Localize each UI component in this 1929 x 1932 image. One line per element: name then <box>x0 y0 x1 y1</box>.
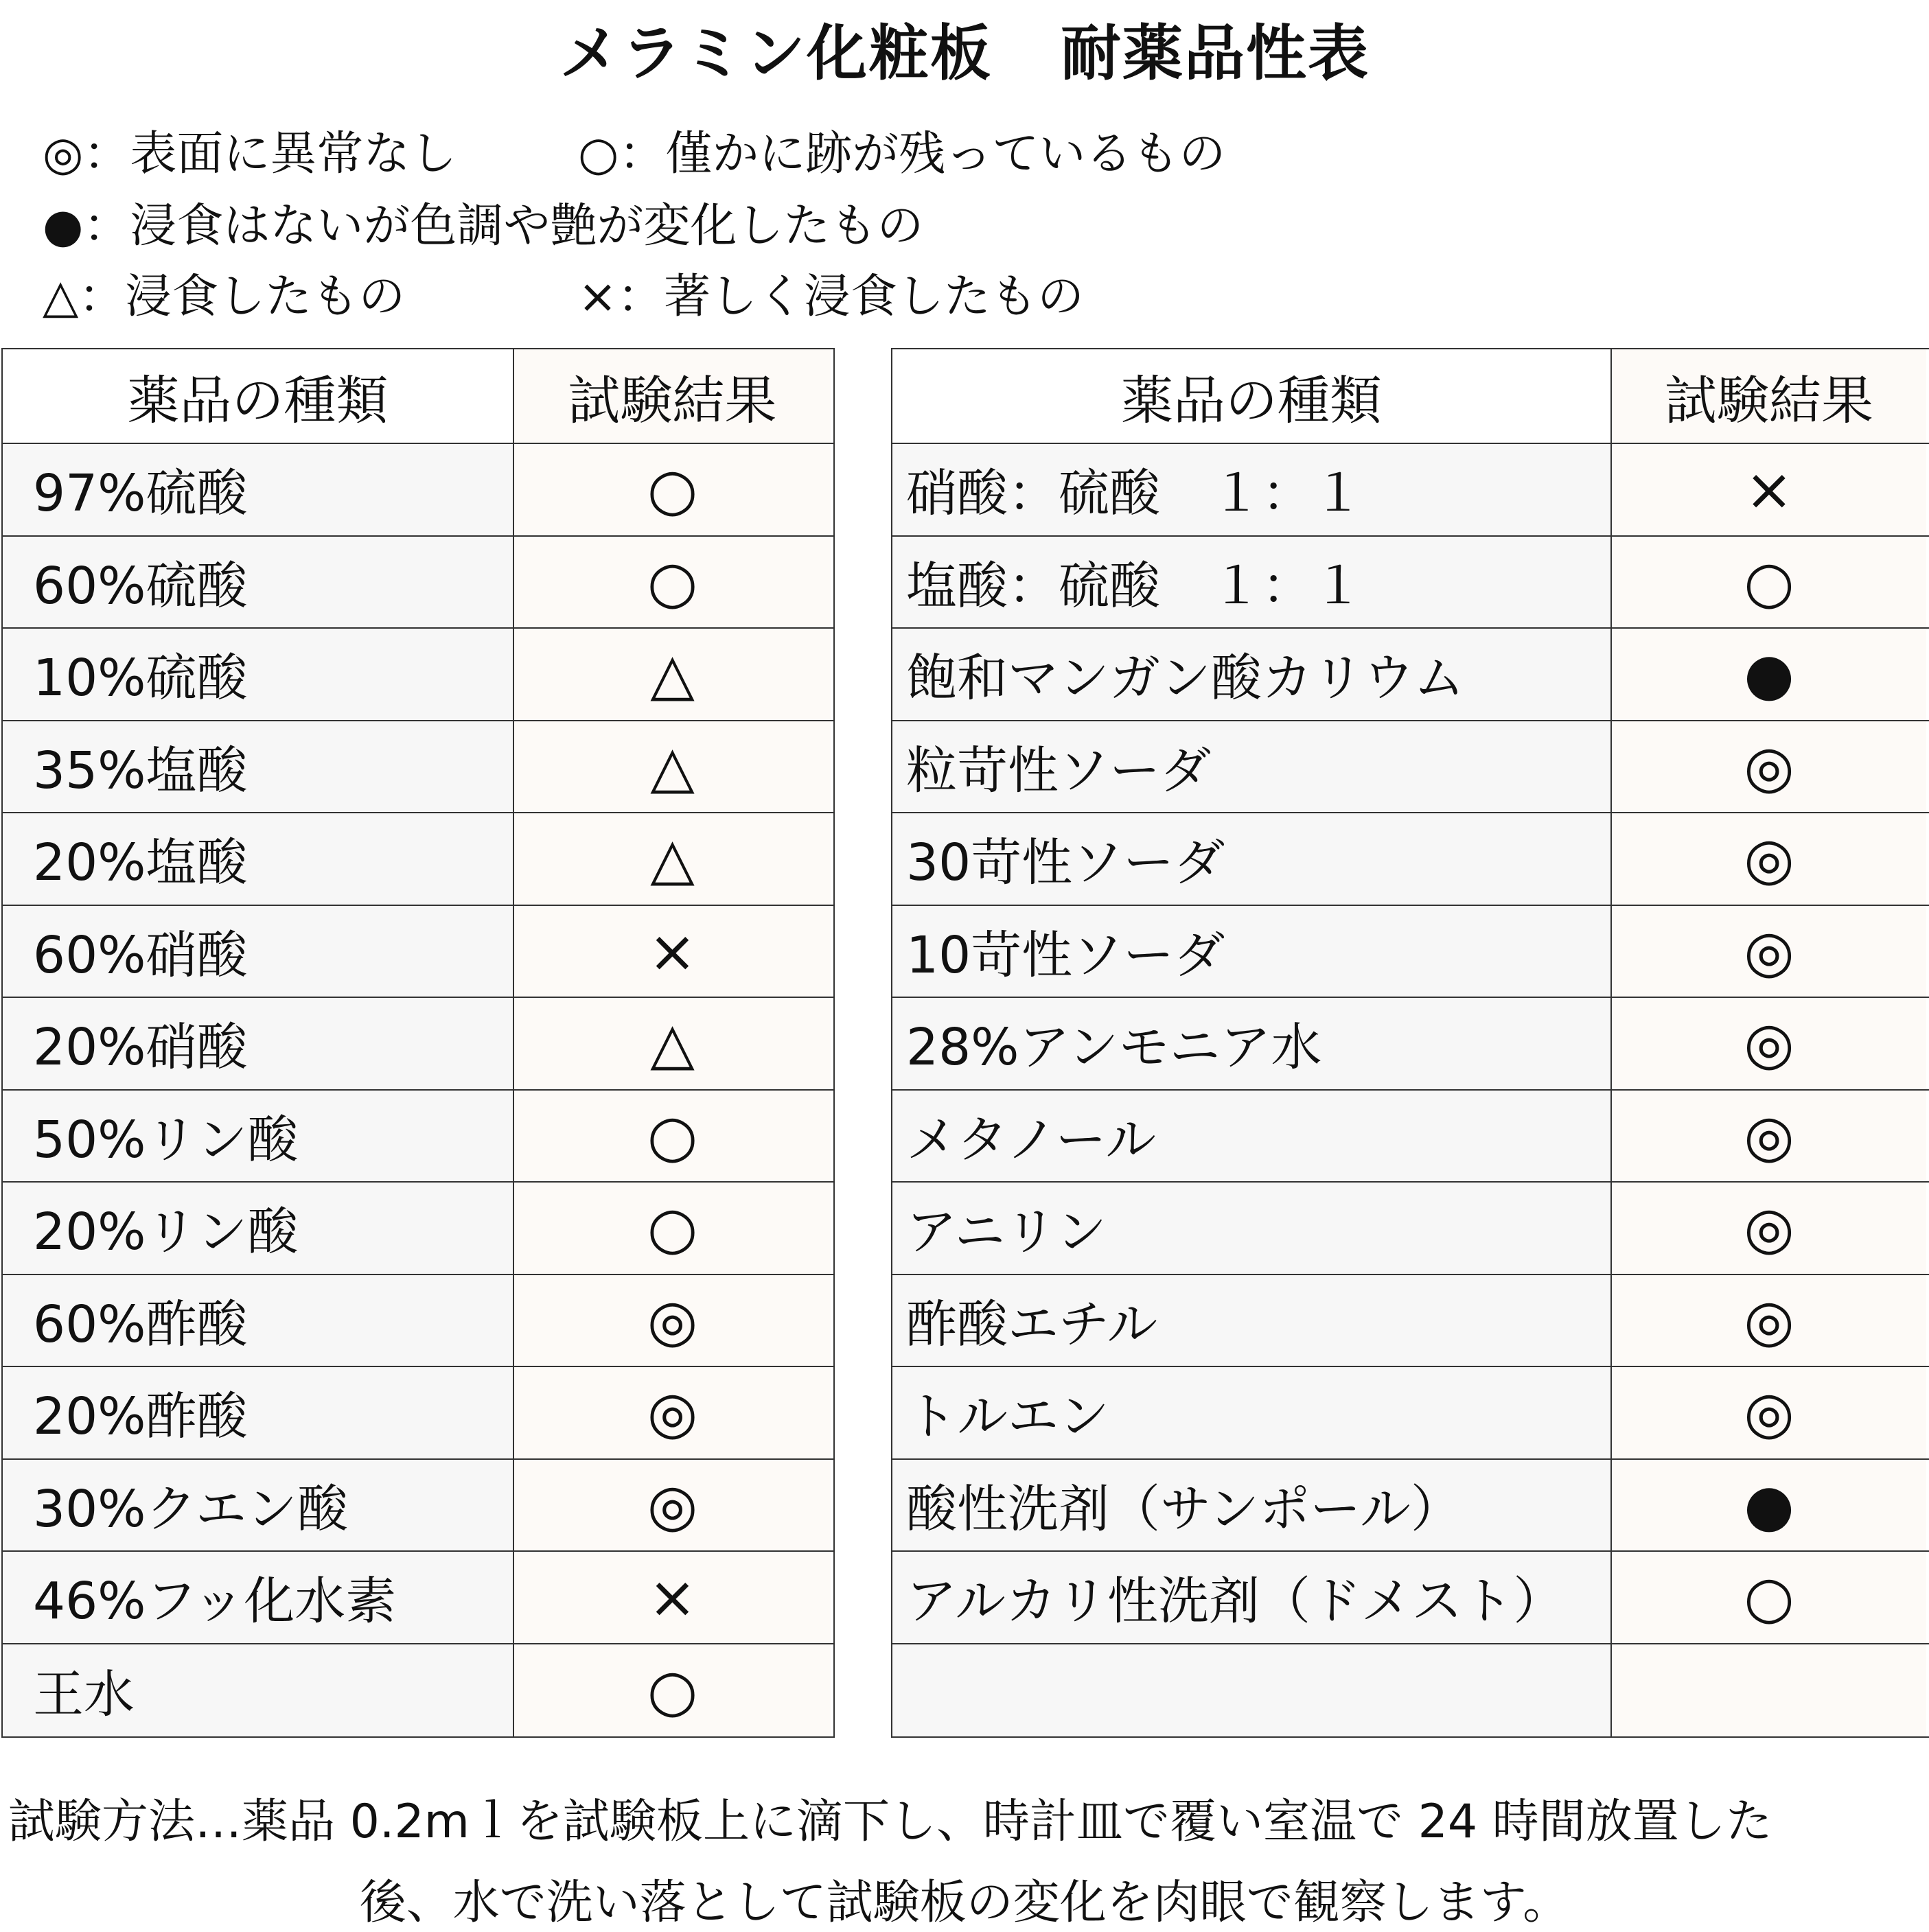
chemical-name: 塩酸：硫酸 １：１ <box>892 537 1612 628</box>
table-row <box>3 1275 833 1368</box>
chemical-name: 10%硫酸 <box>3 629 514 720</box>
chemical-name: 20%硝酸 <box>3 998 514 1089</box>
table-row <box>3 906 833 999</box>
table-row <box>892 1183 1929 1275</box>
table-row <box>3 1367 833 1460</box>
chemical-name: 10苛性ソーダ <box>892 906 1612 997</box>
test-result-symbol: × <box>514 906 831 997</box>
page-title <box>0 5 1929 92</box>
table-row <box>892 1367 1929 1460</box>
chemical-name: 50%リン酸 <box>3 1091 514 1182</box>
table-row <box>3 537 833 629</box>
legend-color-change: ●：浸食はないが色調や艶が変化したもの <box>43 199 924 253</box>
legend-slight-mark: ○：僅かに跡が残っているもの <box>578 127 1226 181</box>
test-result-symbol: ◎ <box>1612 721 1926 813</box>
test-result-symbol: ○ <box>514 1183 831 1274</box>
chemical-name: アニリン <box>892 1183 1612 1274</box>
test-result-symbol: ● <box>1612 1460 1926 1551</box>
table-header <box>892 349 1929 444</box>
chemical-name: 王水 <box>3 1644 514 1737</box>
table-row <box>892 906 1929 999</box>
table-row <box>892 629 1929 721</box>
chemical-name: 粒苛性ソーダ <box>892 721 1612 813</box>
table-row <box>3 813 833 906</box>
chemical-name: 硝酸：硫酸 １：１ <box>892 444 1612 535</box>
chemical-name: 20%塩酸 <box>3 813 514 905</box>
table-header <box>3 349 833 444</box>
test-result-symbol: △ <box>514 629 831 720</box>
title-product: メラミン化粧板 <box>559 18 992 89</box>
table-row <box>892 1091 1929 1183</box>
chemical-name: 46%フッ化水素 <box>3 1552 514 1643</box>
chemical-name: 30苛性ソーダ <box>892 813 1612 905</box>
table-row <box>892 721 1929 814</box>
test-result-symbol: ○ <box>514 1091 831 1182</box>
table-row <box>3 1552 833 1644</box>
header-result: 試験結果 <box>1612 349 1926 443</box>
table-row <box>892 1275 1929 1368</box>
table-row <box>892 1644 1929 1737</box>
table-row <box>3 1460 833 1552</box>
table-row <box>3 629 833 721</box>
table-row <box>892 998 1929 1091</box>
test-result-symbol: ◎ <box>1612 906 1926 997</box>
test-result-symbol: △ <box>514 813 831 905</box>
test-result-symbol: ◎ <box>1612 813 1926 905</box>
title-subject: 耐薬品性表 <box>1061 18 1370 89</box>
chemical-name: 60%硫酸 <box>3 537 514 628</box>
chemical-name: 酸性洗剤（サンポール） <box>892 1460 1612 1551</box>
chemical-name: 28%アンモニア水 <box>892 998 1612 1089</box>
test-result-symbol: ◎ <box>1612 1367 1926 1458</box>
test-result-symbol: ◎ <box>1612 1183 1926 1274</box>
table-row <box>3 721 833 814</box>
test-result-symbol: ○ <box>1612 537 1926 628</box>
table-row <box>892 813 1929 906</box>
header-result: 試験結果 <box>514 349 831 443</box>
test-method-note: 試験方法…薬品 0.2mｌを試験板上に滴下し、時計皿で覆い室温で 24 時間放置した <box>8 1795 1772 1849</box>
table-row <box>892 1552 1929 1644</box>
test-result-symbol: ○ <box>514 444 831 535</box>
test-result-symbol: ○ <box>514 537 831 628</box>
test-result-symbol <box>1612 1644 1926 1737</box>
test-result-symbol: ◎ <box>1612 998 1926 1089</box>
chemical-name: 20%酢酸 <box>3 1367 514 1458</box>
test-result-symbol: ◎ <box>514 1460 831 1551</box>
chemical-name: 30%クエン酸 <box>3 1460 514 1551</box>
legend-severely-eroded: ×：著しく浸食したもの <box>578 270 1084 324</box>
test-result-symbol: △ <box>514 998 831 1089</box>
chemical-name: 35%塩酸 <box>3 721 514 813</box>
resistance-table-left <box>1 348 835 1738</box>
chemical-name: 60%硝酸 <box>3 906 514 997</box>
table-row <box>3 998 833 1091</box>
chemical-name: トルエン <box>892 1367 1612 1458</box>
header-chemical: 薬品の種類 <box>892 349 1612 443</box>
chemical-name: 飽和マンガン酸カリウム <box>892 629 1612 720</box>
test-result-symbol: ○ <box>514 1644 831 1737</box>
chemical-name: 20%リン酸 <box>3 1183 514 1274</box>
table-row <box>3 1183 833 1275</box>
table-row <box>3 444 833 537</box>
chemical-name: 97%硫酸 <box>3 444 514 535</box>
table-row <box>892 537 1929 629</box>
chemical-name <box>892 1644 1612 1737</box>
chemical-name: アルカリ性洗剤（ドメスト） <box>892 1552 1612 1643</box>
legend-eroded: △：浸食したもの <box>43 270 406 324</box>
test-result-symbol: × <box>514 1552 831 1643</box>
test-result-symbol: ◎ <box>1612 1091 1926 1182</box>
table-row <box>892 444 1929 537</box>
table-row <box>3 1644 833 1737</box>
table-row <box>892 1460 1929 1552</box>
chemical-name: 酢酸エチル <box>892 1275 1612 1366</box>
table-row <box>3 1091 833 1183</box>
resistance-table-right <box>891 348 1929 1738</box>
test-result-symbol: ◎ <box>514 1367 831 1458</box>
test-result-symbol: ○ <box>1612 1552 1926 1643</box>
test-method-note-continued: 後、水で洗い落として試験板の変化を肉眼で観察します。 <box>359 1876 1570 1930</box>
test-result-symbol: △ <box>514 721 831 813</box>
chemical-name: 60%酢酸 <box>3 1275 514 1366</box>
test-result-symbol: × <box>1612 444 1926 535</box>
legend-no-change: ◎：表面に異常なし <box>43 127 457 181</box>
header-chemical: 薬品の種類 <box>3 349 514 443</box>
test-result-symbol: ◎ <box>514 1275 831 1366</box>
chemical-name: メタノール <box>892 1091 1612 1182</box>
test-result-symbol: ● <box>1612 629 1926 720</box>
test-result-symbol: ◎ <box>1612 1275 1926 1366</box>
